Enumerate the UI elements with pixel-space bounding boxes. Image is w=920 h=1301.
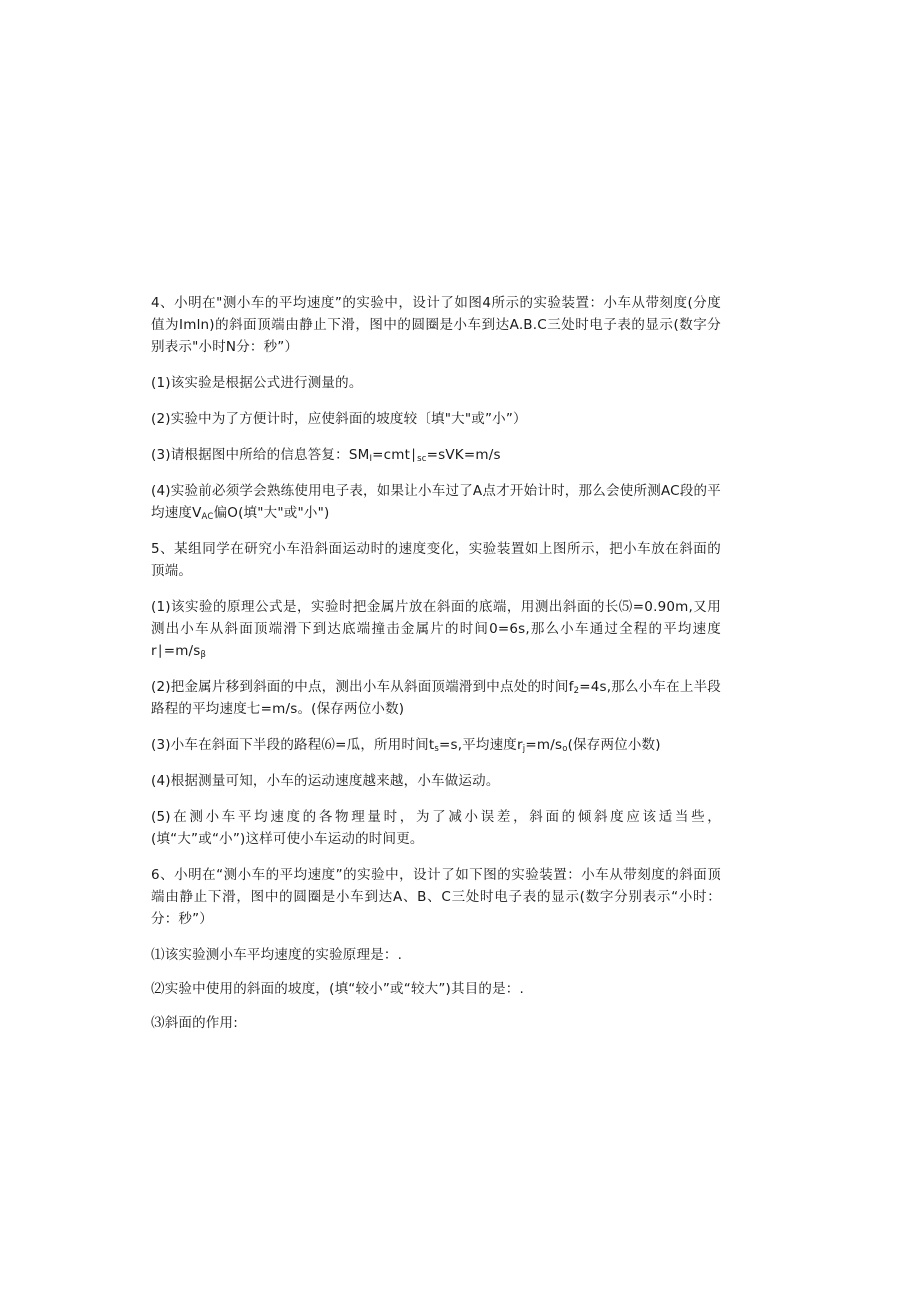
q4-part-3-text: (3)请根据图中所给的信息答复：SM: [151, 447, 370, 463]
q4-part-3-text-end: =sVK=m/s: [426, 447, 501, 463]
q5-part-3: [151, 734, 721, 756]
q4-part-3-sub-2: sc: [417, 454, 427, 464]
q4-part-3-sub-1: I: [369, 454, 373, 464]
q4-part-1: (1)该实验是根据公式进行测量的。: [151, 375, 363, 391]
q5-part-3-sub-2: j: [522, 744, 526, 754]
q4-part-4-text: (4)实验前必须学会熟练使用电子表，如果让小车过了A点才开始计时，那么会使所测AC段的平均速度V: [151, 483, 721, 521]
q5-part-1-text: (1)该实验的原理公式是，实验时把金属片放在斜面的底端，用测出斜面的长⑸=0.90m,又用测出小车从斜面顶端滑下到达底端撞击金属片的时间0=6s,那么小车通过全程的平均速度r∣=m∕s: [151, 599, 721, 659]
q5-part-2: [151, 676, 721, 720]
q4-part-4: [151, 480, 721, 524]
q6-part-3: ⑶斜面的作用:: [151, 1015, 238, 1031]
q5-part-2-text: (2)把金属片移到斜面的中点，测出小车从斜面顶端滑到中点处的时间f: [151, 679, 574, 695]
q5-part-3-sub-3: o: [562, 744, 568, 754]
q5-part-3-sub-1: s: [434, 744, 439, 754]
question-content: [151, 292, 721, 1046]
q6-part-1: ⑴该实验测小车平均速度的实验原理是：.: [151, 947, 403, 963]
q4-part-2: (2)实验中为了方便计时，应使斜面的坡度较〔填"大"或”小”）: [151, 411, 527, 427]
q4-stem: 4、小明在"测小车的平均速度”的实验中，设计了如图4所示的实验装置：小车从带刻度(分度值为Imln)的斜面顶端由静止下滑，图中的圆圈是小车到达A.B.C三处时电子表的显示(数字分别表示"小时N分：秒”）: [151, 295, 721, 355]
q6-part-2: ⑵实验中使用的斜面的坡度，(填“较小”或“较大”)其目的是：.: [151, 981, 524, 997]
q5-part-1-sub: β: [200, 650, 207, 660]
q4-part-3: [151, 444, 721, 466]
q5-part-1: [151, 596, 721, 662]
q5-part-5: (5)在测小车平均速度的各物理量时，为了减小误差，斜面的倾斜度应该适当些，(填“大”或“小”)这样可使小车运动的时间更。: [151, 809, 721, 847]
q5-part-2-sub: 2: [573, 686, 580, 696]
q4-part-3-text-mid: =cmt∣: [372, 447, 418, 463]
q5-part-3-text-mid: =s,平均速度r: [438, 737, 523, 753]
q5-part-3-text-end: (保存两位小数): [567, 737, 661, 753]
q5-part-3-text: (3)小车在斜面下半段的路程⑹=瓜，所用时间t: [151, 737, 435, 753]
q4-part-4-text-end: 偏O(填"大"或"小"): [213, 505, 330, 521]
q5-stem: 5、某组同学在研究小车沿斜面运动时的速度变化，实验装置如上图所示，把小车放在斜面的顶端。: [151, 541, 721, 579]
q6-stem: 6、小明在“测小车的平均速度”的实验中，设计了如下图的实验装置：小车从带刻度的斜面顶端由静止下滑，图中的圆圈是小车到达A、B、C三处时电子表的显示(数字分别表示“小时：分：秒”）: [151, 867, 721, 927]
q5-part-3-text-mid-2: =m∕s: [525, 737, 563, 753]
q5-part-2-text-end: =4s,那么小车在上半段路程的平均速度七=m/s。(保存两位小数): [151, 679, 721, 717]
q5-part-4: (4)根据测量可知，小车的运动速度越来越，小车做运动。: [151, 773, 500, 789]
q4-part-4-sub: AC: [201, 512, 214, 522]
